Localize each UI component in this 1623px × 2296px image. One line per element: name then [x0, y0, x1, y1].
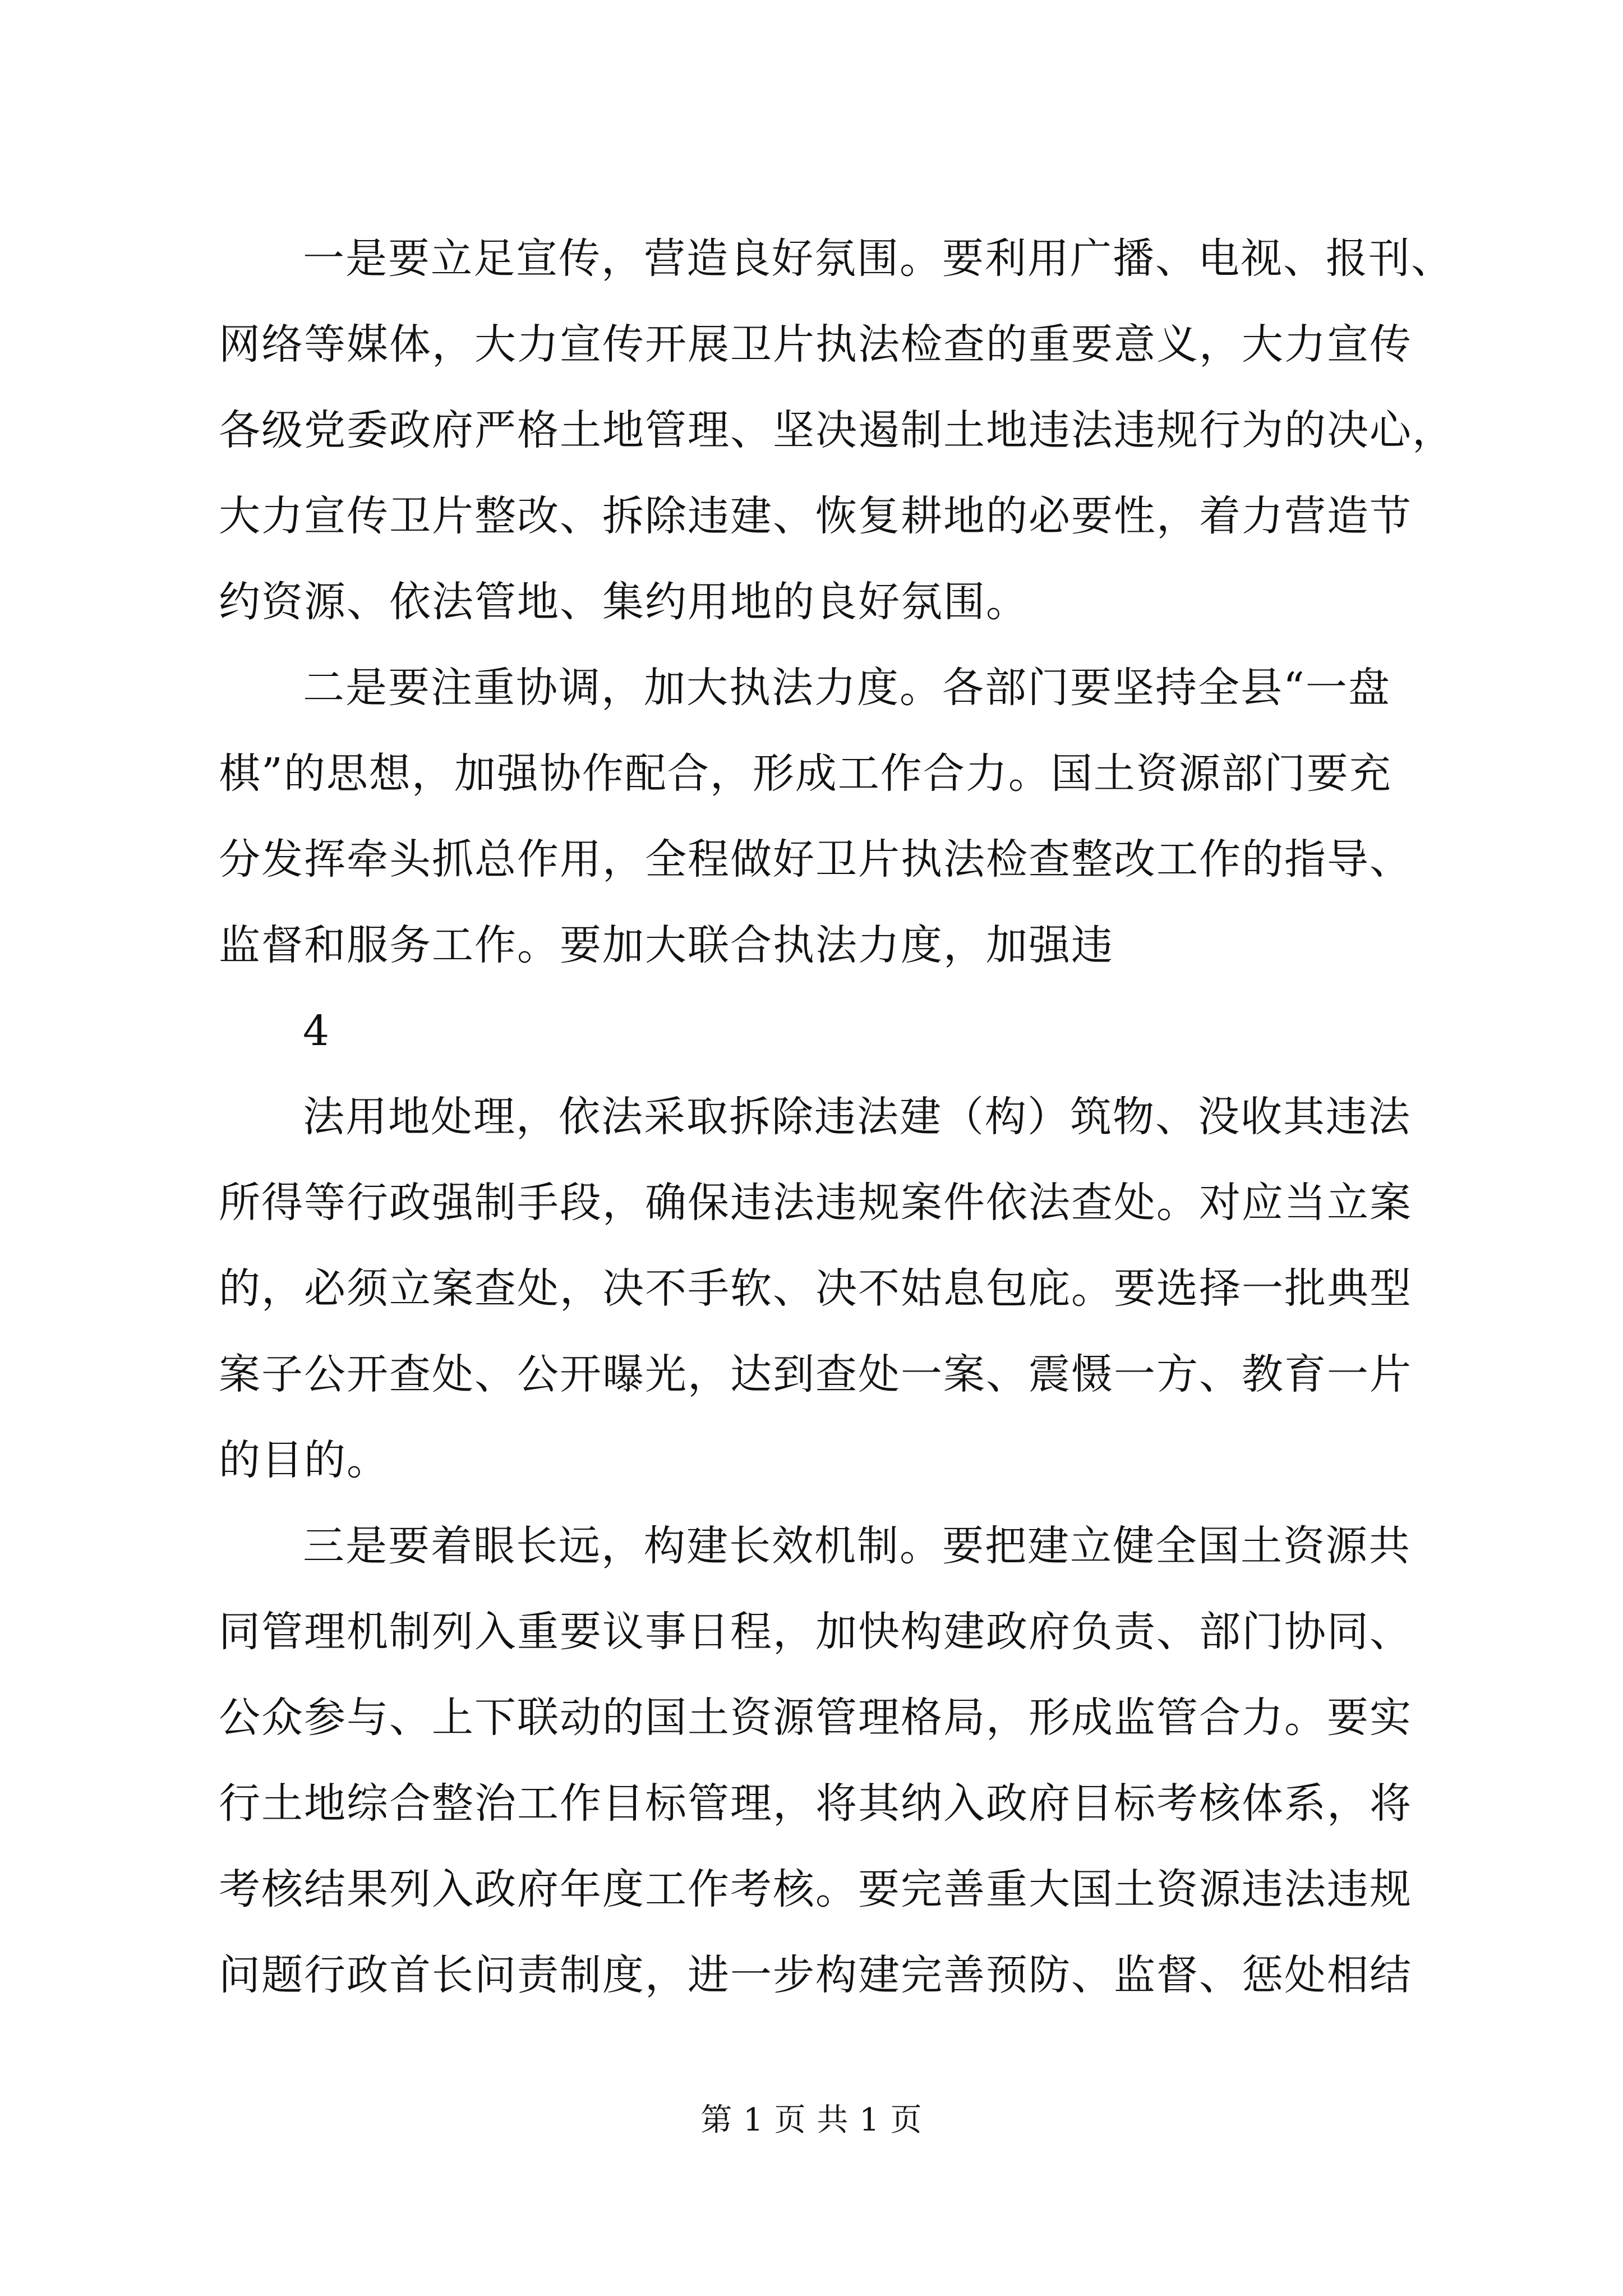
- paragraph-line: 所得等行政强制手段，确保违法违规案件依法查处。对应当立案: [219, 1179, 1412, 1227]
- paragraph-line: 约资源、依法管地、集约用地的良好氛围。: [219, 578, 1029, 626]
- paragraph-line: 的目的。: [219, 1436, 389, 1484]
- paragraph-line: 三是要着眼长远，构建长效机制。要把建立健全国土资源共: [303, 1522, 1411, 1570]
- paragraph-line: 案子公开查处、公开曝光，达到查处一案、震慑一方、教育一片: [219, 1350, 1412, 1398]
- paragraph-line: 网络等媒体，大力宣传开展卫片执法检查的重要意义，大力宣传: [219, 320, 1412, 369]
- paragraph-line: 行土地综合整治工作目标管理，将其纳入政府目标考核体系，将: [219, 1779, 1412, 1828]
- paragraph-line: 法用地处理，依法采取拆除违法建（构）筑物、没收其违法: [303, 1093, 1411, 1141]
- paragraph-line: 考核结果列入政府年度工作考核。要完善重大国土资源违法违规: [219, 1865, 1412, 1913]
- paragraph-line: 公众参与、上下联动的国土资源管理格局，形成监管合力。要实: [219, 1694, 1412, 1742]
- paragraph-line: 同管理机制列入重要议事日程，加快构建政府负责、部门协同、: [219, 1608, 1412, 1656]
- document-body: [219, 216, 1455, 2018]
- paragraph-line: 监督和服务工作。要加大联合执法力度，加强违: [219, 921, 1114, 969]
- inline-page-number: 4: [303, 1007, 331, 1055]
- paragraph-line: 二是要注重协调，加大执法力度。各部门要坚持全县“一盘: [303, 664, 1391, 712]
- paragraph-line: 的，必须立案查处，决不手软、决不姑息包庇。要选择一批典型: [219, 1264, 1412, 1313]
- paragraph-line: 棋”的思想，加强协作配合，形成工作合力。国土资源部门要充: [219, 749, 1392, 798]
- paragraph-line: 问题行政首长问责制度，进一步构建完善预防、监督、惩处相结: [219, 1951, 1412, 1999]
- paragraph-line: 各级党委政府严格土地管理、坚决遏制土地违法违规行为的决心，: [219, 406, 1455, 454]
- page-footer: 第 1 页 共 1 页: [700, 2102, 923, 2138]
- paragraph-line: 大力宣传卫片整改、拆除违建、恢复耕地的必要性，着力营造节: [219, 492, 1412, 540]
- paragraph-line: 一是要立足宣传，营造良好氛围。要利用广播、电视、报刊、: [303, 234, 1454, 283]
- paragraph-line: 分发挥牵头抓总作用，全程做好卫片执法检查整改工作的指导、: [219, 835, 1412, 884]
